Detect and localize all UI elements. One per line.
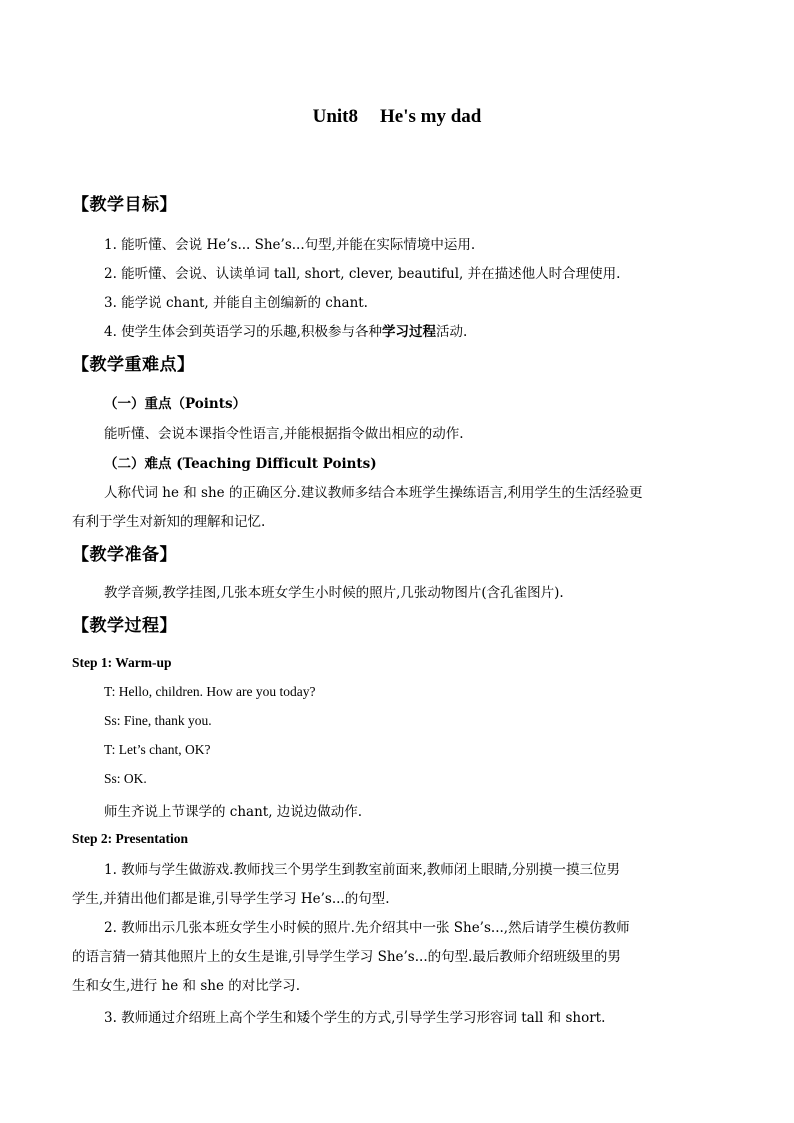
goal-item-3: 3. 能学说 chant, 并能自主创编新的 chant. xyxy=(104,295,368,311)
step2-line-4: 的语言猜一猜其他照片上的女生是谁,引导学生学习 She’s...的句型.最后教师介绍班级里的男 xyxy=(72,949,621,965)
difficult-heading: （二）难点 (Teaching Difficult Points) xyxy=(104,456,377,472)
step2-line-2: 学生,并猜出他们都是谁,引导学生学习 He’s...的句型. xyxy=(72,891,390,907)
step2-line-3: 2. 教师出示几张本班女学生小时候的照片.先介绍其中一张 She’s...,然后请学生模仿教师 xyxy=(104,920,630,936)
unit-label: Unit8 xyxy=(312,106,359,127)
step1-line-3: T: Let’s chant, OK? xyxy=(104,742,211,757)
goal-item-4-bold: 学习过程 xyxy=(381,324,436,340)
goal-item-4 xyxy=(104,320,467,340)
section-heading-goals: 【教学目标】 xyxy=(72,195,177,215)
points-heading: （一）重点（Points） xyxy=(104,396,247,412)
goal-item-4-end: 活动. xyxy=(435,324,468,340)
step2-line-6: 3. 教师通过介绍班上高个学生和矮个学生的方式,引导学生学习形容词 tall 和 short. xyxy=(104,1010,606,1026)
section-heading-key: 【教学重难点】 xyxy=(72,355,195,375)
step1-line-5: 师生齐说上节课学的 chant, 边说边做动作. xyxy=(104,804,363,820)
step1-line-1: T: Hello, children. How are you today? xyxy=(104,684,316,699)
step2-line-1: 1. 教师与学生做游戏.教师找三个男学生到教室前面来,教师闭上眼睛,分别摸一摸三位男 xyxy=(104,862,621,878)
step2-line-5: 生和女生,进行 he 和 she 的对比学习. xyxy=(72,978,301,994)
difficult-text-1: 人称代词 he 和 she 的正确区分.建议教师多结合本班学生操练语言,利用学生的生活经验更 xyxy=(104,485,643,501)
step1-heading: Step 1: Warm-up xyxy=(72,655,172,670)
step1-line-4: Ss: OK. xyxy=(104,771,147,786)
goal-item-2: 2. 能听懂、会说、认读单词 tall, short, clever, beautiful, 并在描述他人时合理使用. xyxy=(104,266,621,282)
page-title xyxy=(0,106,794,128)
prep-text: 教学音频,教学挂图,几张本班女学生小时候的照片,几张动物图片(含孔雀图片). xyxy=(104,585,564,601)
difficult-text-2: 有利于学生对新知的理解和记忆. xyxy=(72,514,266,530)
unit-name: He's my dad xyxy=(380,106,482,127)
section-heading-prep: 【教学准备】 xyxy=(72,545,177,565)
goal-item-4-text: 4. 使学生体会到英语学习的乐趣,积极参与各种 xyxy=(104,324,382,340)
step2-heading: Step 2: Presentation xyxy=(72,831,188,846)
section-heading-process: 【教学过程】 xyxy=(72,616,177,636)
step1-line-2: Ss: Fine, thank you. xyxy=(104,713,212,728)
goal-item-1: 1. 能听懂、会说 He’s... She’s...句型,并能在实际情境中运用. xyxy=(104,237,476,253)
points-text: 能听懂、会说本课指令性语言,并能根据指令做出相应的动作. xyxy=(104,426,464,442)
